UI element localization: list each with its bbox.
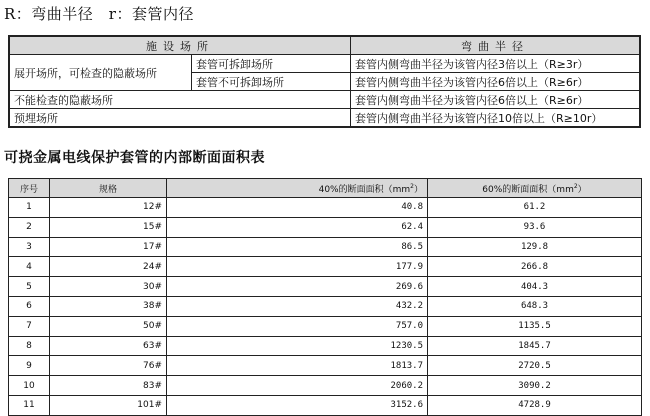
row-spec: 76# [50,356,167,376]
value-fixed: 套管内侧弯曲半径为该管内径6倍以上（R≥6r） [351,73,641,91]
row-a40: 86.5 [167,237,428,257]
header-a40-sup: 2 [410,182,414,190]
row-spec: 30# [50,277,167,297]
row-a40: 757.0 [167,316,428,336]
value-buried: 套管内侧弯曲半径为该管内径10倍以上（R≥10r） [351,109,641,128]
row-a40: 2060.2 [167,376,428,396]
row-spec: 101# [50,395,167,415]
bend-table-header-row [9,36,640,55]
row-no: 7 [9,316,50,336]
row-no: 10 [9,376,50,396]
place-open: 展开场所，可检查的隐蔽场所 [9,55,192,91]
row-spec: 12# [50,198,167,218]
row-a40: 1230.5 [167,336,428,356]
row-a60: 2720.5 [428,356,642,376]
header-a60-label: 60%的断面面积（mm [482,184,574,195]
row-a60: 404.3 [428,277,642,297]
row-a60: 1135.5 [428,316,642,336]
row-spec: 83# [50,376,167,396]
header-a40 [167,179,428,198]
bend-radius-table [8,35,641,128]
table-row [9,217,642,237]
section-title: 可挠金属电线保护套管的内部断面面积表 [4,150,265,166]
row-no: 8 [9,336,50,356]
row-spec: 63# [50,336,167,356]
row-no: 9 [9,356,50,376]
table-row [9,316,642,336]
header-a40-label: 40%的断面面积（mm [318,184,411,195]
table-row [9,237,642,257]
header-a60 [428,179,642,198]
value-removable: 套管内侧弯曲半径为该管内径3倍以上（R≥3r） [351,55,641,73]
header-a60-close: ） [577,184,587,195]
header-no: 序号 [9,179,50,198]
row-no: 6 [9,296,50,316]
row-a60: 3090.2 [428,376,642,396]
header-a40-close: ） [413,184,423,195]
row-a40: 62.4 [167,217,428,237]
area-table-body [9,198,642,416]
row-a40: 269.6 [167,277,428,297]
header-spec: 规格 [50,179,167,198]
legend-text: R：弯曲半径 r：套管内径 [4,5,194,23]
table-row [9,109,640,128]
table-row [9,356,642,376]
row-a60: 266.8 [428,257,642,277]
table-row [9,296,642,316]
row-a40: 432.2 [167,296,428,316]
row-spec: 17# [50,237,167,257]
row-a40: 40.8 [167,198,428,218]
place-buried: 预埋场所 [9,109,351,128]
place-hidden: 不能检查的隐蔽场所 [9,91,351,109]
row-a60: 648.3 [428,296,642,316]
row-spec: 24# [50,257,167,277]
row-a40: 3152.6 [167,395,428,415]
area-table [8,178,642,416]
table-row [9,376,642,396]
row-no: 3 [9,237,50,257]
row-no: 1 [9,198,50,218]
row-a60: 61.2 [428,198,642,218]
table-row [9,395,642,415]
header-place: 施设场所 [9,36,351,55]
area-table-header-row [9,179,642,198]
sub-removable: 套管可拆卸场所 [192,55,351,73]
row-no: 2 [9,217,50,237]
table-row [9,198,642,218]
row-no: 5 [9,277,50,297]
row-a60: 129.8 [428,237,642,257]
row-a40: 177.9 [167,257,428,277]
row-spec: 50# [50,316,167,336]
row-no: 11 [9,395,50,415]
table-row [9,336,642,356]
row-spec: 15# [50,217,167,237]
table-row [9,257,642,277]
row-no: 4 [9,257,50,277]
row-spec: 38# [50,296,167,316]
sub-fixed: 套管不可拆卸场所 [192,73,351,91]
table-row [9,91,640,109]
value-hidden: 套管内侧弯曲半径为该管内径6倍以上（R≥6r） [351,91,641,109]
row-a60: 93.6 [428,217,642,237]
header-a60-sup: 2 [573,182,578,190]
row-a60: 4728.9 [428,395,642,415]
table-row [9,55,640,73]
header-radius: 弯曲半径 [351,36,641,55]
row-a60: 1845.7 [428,336,642,356]
row-a40: 1813.7 [167,356,428,376]
table-row [9,277,642,297]
